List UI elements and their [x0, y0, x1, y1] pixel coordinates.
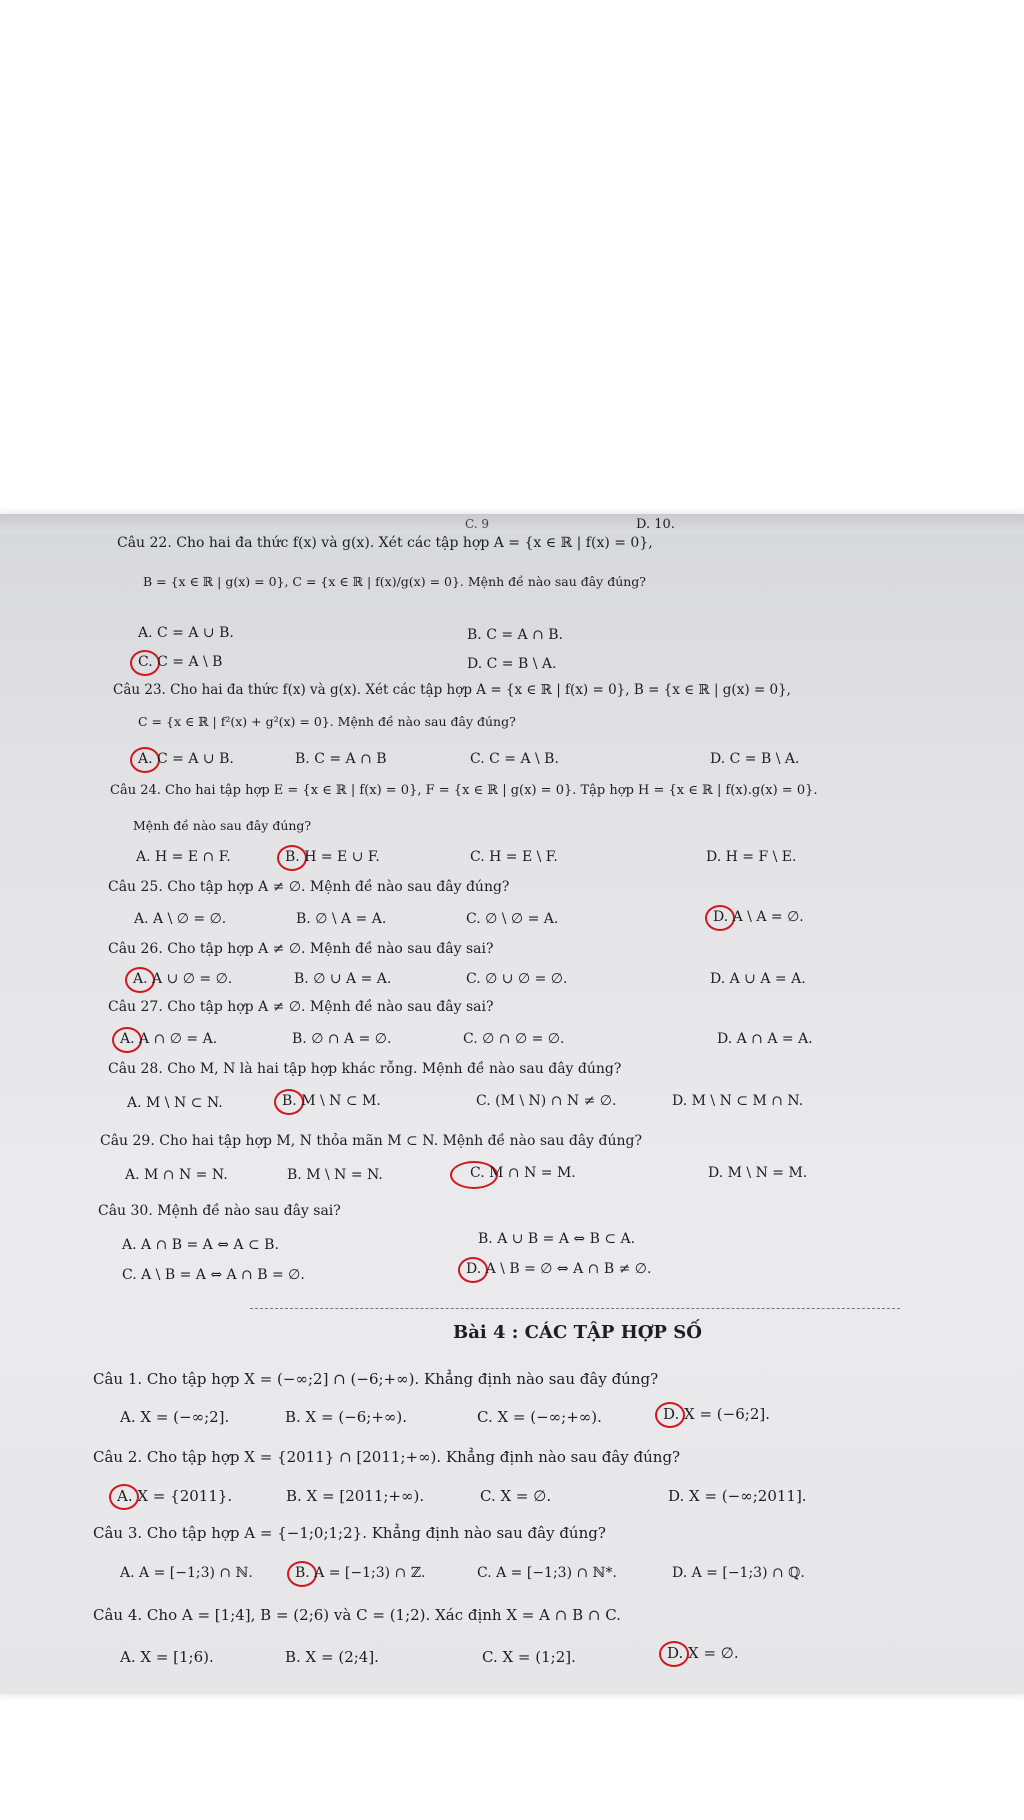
fragment-option-d: D. 10. — [636, 517, 675, 532]
q25-option-c[interactable]: C. ∅ \ ∅ = A. — [466, 911, 559, 927]
q30-option-c[interactable]: C. A \ B = A ⇔ A ∩ B = ∅. — [122, 1267, 305, 1283]
section-divider — [250, 1308, 900, 1309]
section-question-3-stem: Câu 3. Cho tập hợp A = {−1;0;1;2}. Khẳng định nào sau đây đúng? — [93, 1524, 606, 1542]
q28-option-a[interactable]: A. M \ N ⊂ N. — [127, 1095, 223, 1111]
section-question-1-stem: Câu 1. Cho tập hợp X = (−∞;2] ∩ (−6;+∞). Khẳng định nào sau đây đúng? — [93, 1370, 659, 1388]
q25-option-a[interactable]: A. A \ ∅ = ∅. — [134, 911, 227, 927]
q27-option-d[interactable]: D. A ∩ A = A. — [717, 1031, 813, 1047]
q23-option-a[interactable]: A. C = A ∪ B. — [138, 751, 234, 767]
q22-option-a[interactable]: A. C = A ∪ B. — [138, 625, 234, 641]
q30-option-d[interactable]: D. A \ B = ∅ ⇔ A ∩ B ≠ ∅. — [466, 1261, 652, 1277]
q29-option-a[interactable]: A. M ∩ N = N. — [125, 1167, 228, 1183]
s3-option-b[interactable]: B. A = [−1;3) ∩ ℤ. — [295, 1565, 426, 1581]
question-27-stem: Câu 27. Cho tập hợp A ≠ ∅. Mệnh đề nào sau đây sai? — [108, 999, 494, 1015]
section-question-4-stem: Câu 4. Cho A = [1;4], B = (2;6) và C = (1;2). Xác định X = A ∩ B ∩ C. — [93, 1606, 621, 1624]
q30-option-a[interactable]: A. A ∩ B = A ⇔ A ⊂ B. — [122, 1237, 279, 1253]
q25-option-d[interactable]: D. A \ A = ∅. — [713, 909, 804, 925]
q23-option-d[interactable]: D. C = B \ A. — [710, 751, 800, 767]
section-question-2-stem: Câu 2. Cho tập hợp X = {2011} ∩ [2011;+∞). Khẳng định nào sau đây đúng? — [93, 1448, 681, 1466]
s1-option-d[interactable]: D. X = (−6;2]. — [663, 1405, 770, 1423]
q22-option-d[interactable]: D. C = B \ A. — [467, 656, 557, 672]
s1-option-a[interactable]: A. X = (−∞;2]. — [120, 1408, 230, 1426]
q27-option-b[interactable]: B. ∅ ∩ A = ∅. — [292, 1031, 392, 1047]
q26-option-d[interactable]: D. A ∪ A = A. — [710, 971, 806, 987]
s3-option-a[interactable]: A. A = [−1;3) ∩ ℕ. — [120, 1565, 253, 1581]
q24-option-d[interactable]: D. H = F \ E. — [706, 849, 797, 865]
s4-option-b[interactable]: B. X = (2;4]. — [285, 1648, 379, 1666]
q29-option-d[interactable]: D. M \ N = M. — [708, 1165, 808, 1181]
q29-option-b[interactable]: B. M \ N = N. — [287, 1167, 383, 1183]
q28-option-d[interactable]: D. M \ N ⊂ M ∩ N. — [672, 1093, 804, 1109]
paper-fold-shadow — [0, 514, 1024, 534]
q26-option-c[interactable]: C. ∅ ∪ ∅ = ∅. — [466, 971, 568, 987]
s4-option-d[interactable]: D. X = ∅. — [667, 1644, 739, 1662]
q24-option-c[interactable]: C. H = E \ F. — [470, 849, 558, 865]
question-25-stem: Câu 25. Cho tập hợp A ≠ ∅. Mệnh đề nào sau đây đúng? — [108, 879, 510, 895]
q29-option-c[interactable]: C. M ∩ N = M. — [470, 1165, 576, 1181]
question-24-stem-cont: Mệnh đề nào sau đây đúng? — [133, 818, 312, 833]
s2-option-a[interactable]: A. X = {2011}. — [117, 1487, 233, 1505]
q26-option-a[interactable]: A. A ∪ ∅ = ∅. — [133, 971, 233, 987]
fragment-option-c: C. 9 — [465, 517, 490, 531]
s4-option-a[interactable]: A. X = [1;6). — [120, 1648, 214, 1666]
q23-option-b[interactable]: B. C = A ∩ B — [295, 751, 387, 767]
question-30-stem: Câu 30. Mệnh đề nào sau đây sai? — [98, 1203, 341, 1219]
s2-option-d[interactable]: D. X = (−∞;2011]. — [668, 1487, 807, 1505]
q23-option-c[interactable]: C. C = A \ B. — [470, 751, 559, 767]
s4-option-c[interactable]: C. X = (1;2]. — [482, 1648, 576, 1666]
question-26-stem: Câu 26. Cho tập hợp A ≠ ∅. Mệnh đề nào sau đây sai? — [108, 941, 494, 957]
question-22-stem: Câu 22. Cho hai đa thức f(x) và g(x). Xét các tập hợp A = {x ∈ ℝ | f(x) = 0}, — [117, 535, 653, 551]
s3-option-c[interactable]: C. A = [−1;3) ∩ ℕ*. — [477, 1565, 617, 1581]
s2-option-c[interactable]: C. X = ∅. — [480, 1487, 552, 1505]
section-title: Bài 4 : CÁC TẬP HỢP SỐ — [453, 1322, 702, 1343]
s1-option-c[interactable]: C. X = (−∞;+∞). — [477, 1408, 602, 1426]
question-23-stem: Câu 23. Cho hai đa thức f(x) và g(x). Xét các tập hợp A = {x ∈ ℝ | f(x) = 0}, B = {x ∈ ℝ | g(x) = 0}, — [113, 682, 791, 698]
q22-option-b[interactable]: B. C = A ∩ B. — [467, 627, 564, 643]
q25-option-b[interactable]: B. ∅ \ A = A. — [296, 911, 387, 927]
exam-paper — [0, 514, 1024, 1694]
question-23-stem-cont: C = {x ∈ ℝ | f²(x) + g²(x) = 0}. Mệnh đề nào sau đây đúng? — [138, 714, 516, 729]
s3-option-d[interactable]: D. A = [−1;3) ∩ ℚ. — [672, 1565, 805, 1581]
s1-option-b[interactable]: B. X = (−6;+∞). — [285, 1408, 408, 1426]
q22-option-c[interactable]: C. C = A \ B — [138, 654, 223, 670]
s2-option-b[interactable]: B. X = [2011;+∞). — [286, 1487, 425, 1505]
question-29-stem: Câu 29. Cho hai tập hợp M, N thỏa mãn M ⊂ N. Mệnh đề nào sau đây đúng? — [100, 1133, 642, 1149]
question-24-stem: Câu 24. Cho hai tập hợp E = {x ∈ ℝ | f(x) = 0}, F = {x ∈ ℝ | g(x) = 0}. Tập hợp H = {x ∈ ℝ | f(x).g(x) = 0}. — [110, 783, 818, 798]
q30-option-b[interactable]: B. A ∪ B = A ⇔ B ⊂ A. — [478, 1231, 636, 1247]
question-22-stem-cont: B = {x ∈ ℝ | g(x) = 0}, C = {x ∈ ℝ | f(x)/g(x) = 0}. Mệnh đề nào sau đây đúng? — [143, 574, 647, 589]
q28-option-c[interactable]: C. (M \ N) ∩ N ≠ ∅. — [476, 1093, 617, 1109]
q26-option-b[interactable]: B. ∅ ∪ A = A. — [294, 971, 392, 987]
q27-option-a[interactable]: A. A ∩ ∅ = A. — [120, 1031, 218, 1047]
q24-option-b[interactable]: B. H = E ∪ F. — [285, 849, 380, 865]
q27-option-c[interactable]: C. ∅ ∩ ∅ = ∅. — [463, 1031, 565, 1047]
q24-option-a[interactable]: A. H = E ∩ F. — [136, 849, 231, 865]
q28-option-b[interactable]: B. M \ N ⊂ M. — [282, 1093, 381, 1109]
question-28-stem: Câu 28. Cho M, N là hai tập hợp khác rỗng. Mệnh đề nào sau đây đúng? — [108, 1061, 622, 1077]
